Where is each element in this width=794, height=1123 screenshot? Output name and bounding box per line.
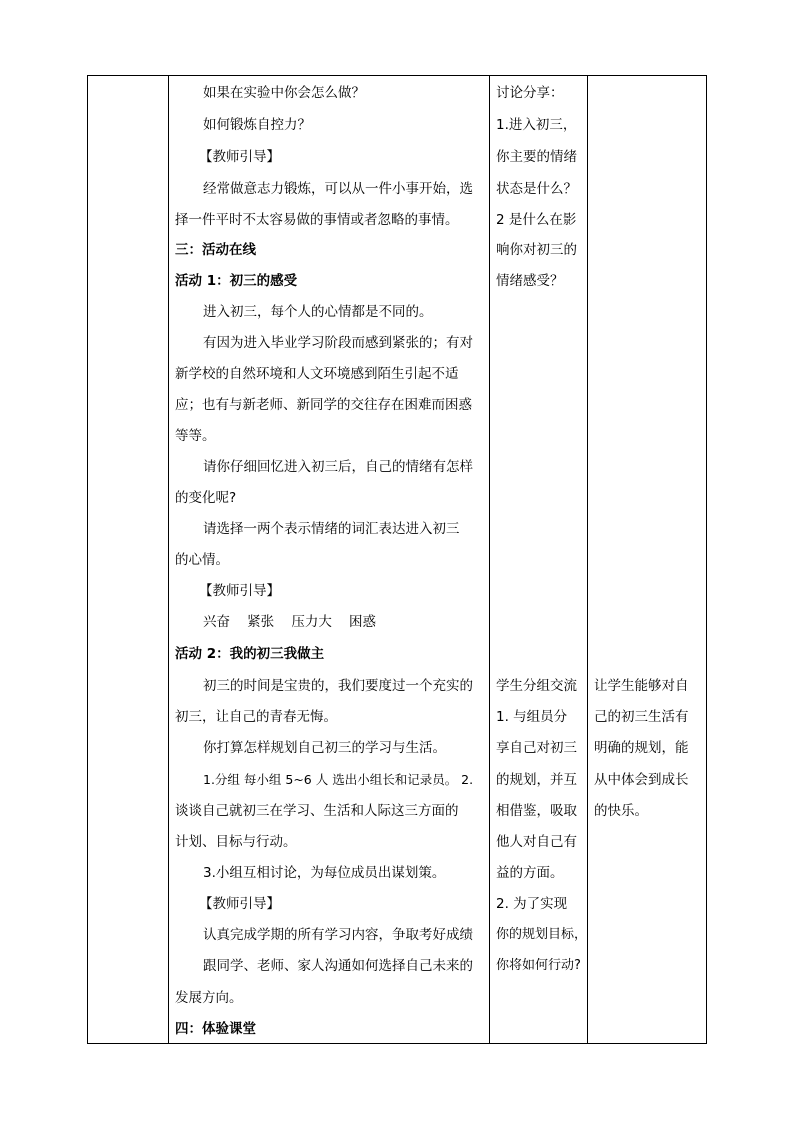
- section-label: 【教师引导】: [199, 583, 280, 599]
- student-line: 他人对自己有: [496, 834, 577, 850]
- content-line: 如果在实验中你会怎么做？: [203, 85, 365, 101]
- intent-line: 的快乐。: [594, 803, 648, 819]
- content-line: 认真完成学期的所有学习内容，争取考好成绩: [203, 927, 473, 943]
- student-line: 讨论分享：: [496, 85, 564, 101]
- content-line: 如何锻炼自控力？: [203, 117, 311, 133]
- student-line: 响你对初三的: [496, 242, 577, 258]
- student-line: 2 是什么在影: [496, 212, 577, 228]
- content-line: 计划、目标与行动。: [175, 834, 297, 850]
- design-intent-column: [588, 76, 706, 1043]
- content-line: 请选择一两个表示情绪的词汇表达进入初三: [203, 521, 460, 537]
- student-line: 情绪感受？: [496, 273, 564, 289]
- student-line: 益的方面。: [496, 865, 564, 881]
- content-line: 进入初三，每个人的心情都是不同的。: [203, 304, 433, 320]
- student-line: 2. 为了实现: [496, 896, 568, 912]
- student-line: 学生分组交流: [496, 678, 577, 694]
- content-line: 请你仔细回忆进入初三后，自己的情绪有怎样: [203, 459, 473, 475]
- section-label: 【教师引导】: [199, 896, 280, 912]
- section-heading: 三：活动在线: [175, 242, 256, 258]
- stage-column: [88, 76, 168, 1043]
- content-line: 的心情。: [175, 552, 229, 568]
- content-line: 的变化呢?: [175, 490, 237, 506]
- section-label: 【教师引导】: [199, 149, 280, 165]
- content-line: 3.小组互相讨论，为每位成员出谋划策。: [203, 865, 446, 881]
- content-line: 应；也有与新老师、新同学的交往存在困难而困惑: [175, 397, 472, 413]
- intent-line: 明确的规划，能: [594, 740, 689, 756]
- student-line: 享自己对初三: [496, 740, 577, 756]
- content-line: 有因为进入毕业学习阶段而感到紧张的；有对: [203, 335, 473, 351]
- lesson-plan-table: [87, 75, 707, 1044]
- intent-line: 从中体会到成长: [594, 772, 689, 788]
- student-line: 状态是什么？: [496, 181, 577, 197]
- intent-line: 己的初三生活有: [594, 709, 689, 725]
- section-heading: 四：体验课堂: [175, 1021, 256, 1037]
- student-line: 1. 与组员分: [496, 709, 568, 725]
- teaching-content-column: [169, 76, 489, 1043]
- activity-heading: 活动 1：初三的感受: [175, 273, 298, 289]
- content-line: 你打算怎样规划自己初三的学习与生活。: [203, 740, 446, 756]
- student-line: 相借鉴，吸取: [496, 803, 577, 819]
- student-line: 1.进入初三，: [496, 117, 577, 133]
- content-line: 跟同学、老师、家人沟通如何选择自己未来的: [203, 958, 473, 974]
- content-line: 发展方向。: [175, 990, 243, 1006]
- student-line: 你主要的情绪: [496, 149, 577, 165]
- content-line: 经常做意志力锻炼，可以从一件小事开始，选: [203, 181, 473, 197]
- content-line: 初三的时间是宝贵的，我们要度过一个充实的: [203, 678, 473, 694]
- content-line: 1.分组 每小组 5~6 人 选出小组长和记录员。 2.: [203, 772, 474, 787]
- student-activity-column: [490, 76, 587, 1043]
- content-line: 等等。: [175, 428, 216, 444]
- content-line: 兴奋 紧张 压力大 困惑: [203, 614, 376, 630]
- student-line: 你的规划目标，: [496, 927, 588, 942]
- content-line: 新学校的自然环境和人文环境感到陌生引起不适: [175, 366, 459, 382]
- content-line: 初三，让自己的青春无悔。: [175, 709, 337, 725]
- activity-heading: 活动 2：我的初三我做主: [175, 646, 325, 662]
- content-line: 谈谈自己就初三在学习、生活和人际这三方面的: [175, 803, 459, 819]
- student-line: 的规划，并互: [496, 772, 577, 788]
- student-line: 你将如何行动?: [496, 958, 581, 973]
- content-line: 择一件平时不太容易做的事情或者忽略的事情。: [175, 212, 459, 228]
- intent-line: 让学生能够对自: [594, 678, 689, 694]
